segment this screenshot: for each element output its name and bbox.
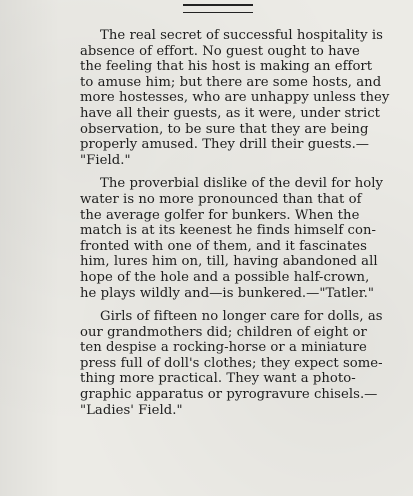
text-line: our grandmothers did; children of eight or: [80, 324, 367, 340]
text-line: more hostesses, who are unhappy unless they: [80, 90, 390, 106]
text-line: Girls of fifteen no longer care for dolls, as: [100, 309, 383, 325]
text-line: absence of effort. No guest ought to have: [80, 43, 360, 59]
text-line: The proverbial dislike of the devil for holy: [100, 176, 384, 192]
text-line: fronted with one of them, and it fascinates: [80, 238, 367, 254]
text-line: hope of the hole and a possible half-crown,: [80, 269, 370, 285]
text-line: "Ladies' Field.": [80, 402, 183, 418]
text-line: observation, to be sure that they are being: [80, 121, 369, 137]
text-line: have all their guests, as it were, under strict: [80, 105, 381, 121]
paragraph-dolls: [80, 309, 412, 418]
page-gutter: [0, 0, 60, 496]
text-line: the feeling that his host is making an effort: [80, 59, 373, 75]
text-line: press full of doll's clothes; they expect some-: [80, 355, 383, 371]
text-line: water is no more pronounced than that of: [80, 191, 362, 207]
paragraph-golf: [80, 176, 412, 301]
text-line: "Field.": [80, 152, 131, 168]
text-line: The real secret of successful hospitality is: [100, 28, 383, 43]
text-line: him, lures him on, till, having abandoned all: [80, 254, 378, 270]
text-line: graphic apparatus or pyrogravure chisels.—: [80, 387, 378, 403]
column-separator-rule: [183, 4, 253, 13]
text-line: properly amused. They drill their guests.—: [80, 137, 370, 153]
text-line: to amuse him; but there are some hosts, and: [80, 74, 382, 90]
paragraph-hospitality: [80, 28, 412, 168]
text-line: he plays wildly and—is bunkered.—"Tatler.": [80, 285, 374, 301]
text-line: thing more practical. They want a photo-: [80, 371, 356, 387]
text-line: the average golfer for bunkers. When the: [80, 207, 360, 223]
text-line: match is at its keenest he finds himself con-: [80, 223, 376, 239]
text-column: [80, 28, 412, 426]
text-line: ten despise a rocking-horse or a miniature: [80, 340, 367, 356]
